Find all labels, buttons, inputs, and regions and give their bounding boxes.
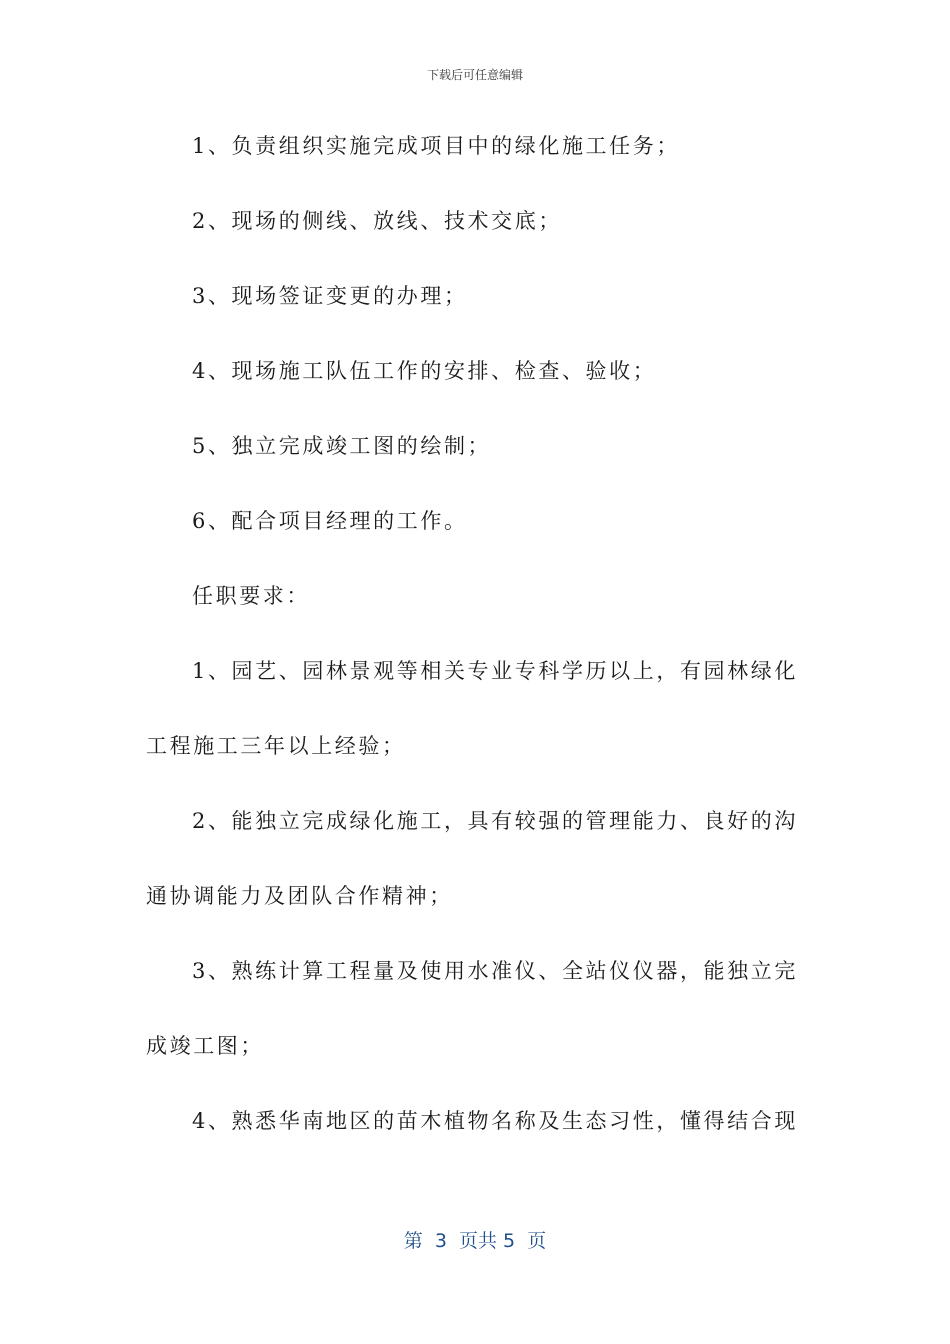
header-note: 下载后可任意编辑: [426, 68, 523, 82]
requirement-1-line-1: 1、园艺、园林景观等相关专业专科学历以上，有园林绿化: [192, 659, 798, 683]
requirement-3-line-2: 成竣工图；: [146, 1034, 264, 1058]
duty-item-4: 4、现场施工队伍工作的安排、检查、验收；: [192, 359, 657, 383]
document-body: [146, 126, 806, 1176]
duty-item-6: 6、配合项目经理的工作。: [192, 509, 468, 533]
requirement-3-line-1: 3、熟练计算工程量及使用水准仪、全站仪仪器，能独立完: [192, 959, 798, 983]
requirement-1-line-2: 工程施工三年以上经验；: [146, 734, 406, 758]
requirement-2-line-2: 通协调能力及团队合作精神；: [146, 884, 453, 908]
duty-item-3: 3、现场签证变更的办理；: [192, 284, 468, 308]
requirement-2-line-1: 2、能独立完成绿化施工，具有较强的管理能力、良好的沟: [192, 809, 798, 833]
duty-item-1: 1、负责组织实施完成项目中的绿化施工任务；: [192, 134, 680, 158]
duty-item-2: 2、现场的侧线、放线、技术交底；: [192, 209, 562, 233]
requirement-4-line-1: 4、熟悉华南地区的苗木植物名称及生态习性，懂得结合现: [192, 1109, 798, 1133]
requirements-heading: 任职要求：: [192, 584, 310, 608]
page-number-footer: 第 3 页共 5 页: [403, 1230, 547, 1252]
duty-item-5: 5、独立完成竣工图的绘制；: [192, 434, 492, 458]
